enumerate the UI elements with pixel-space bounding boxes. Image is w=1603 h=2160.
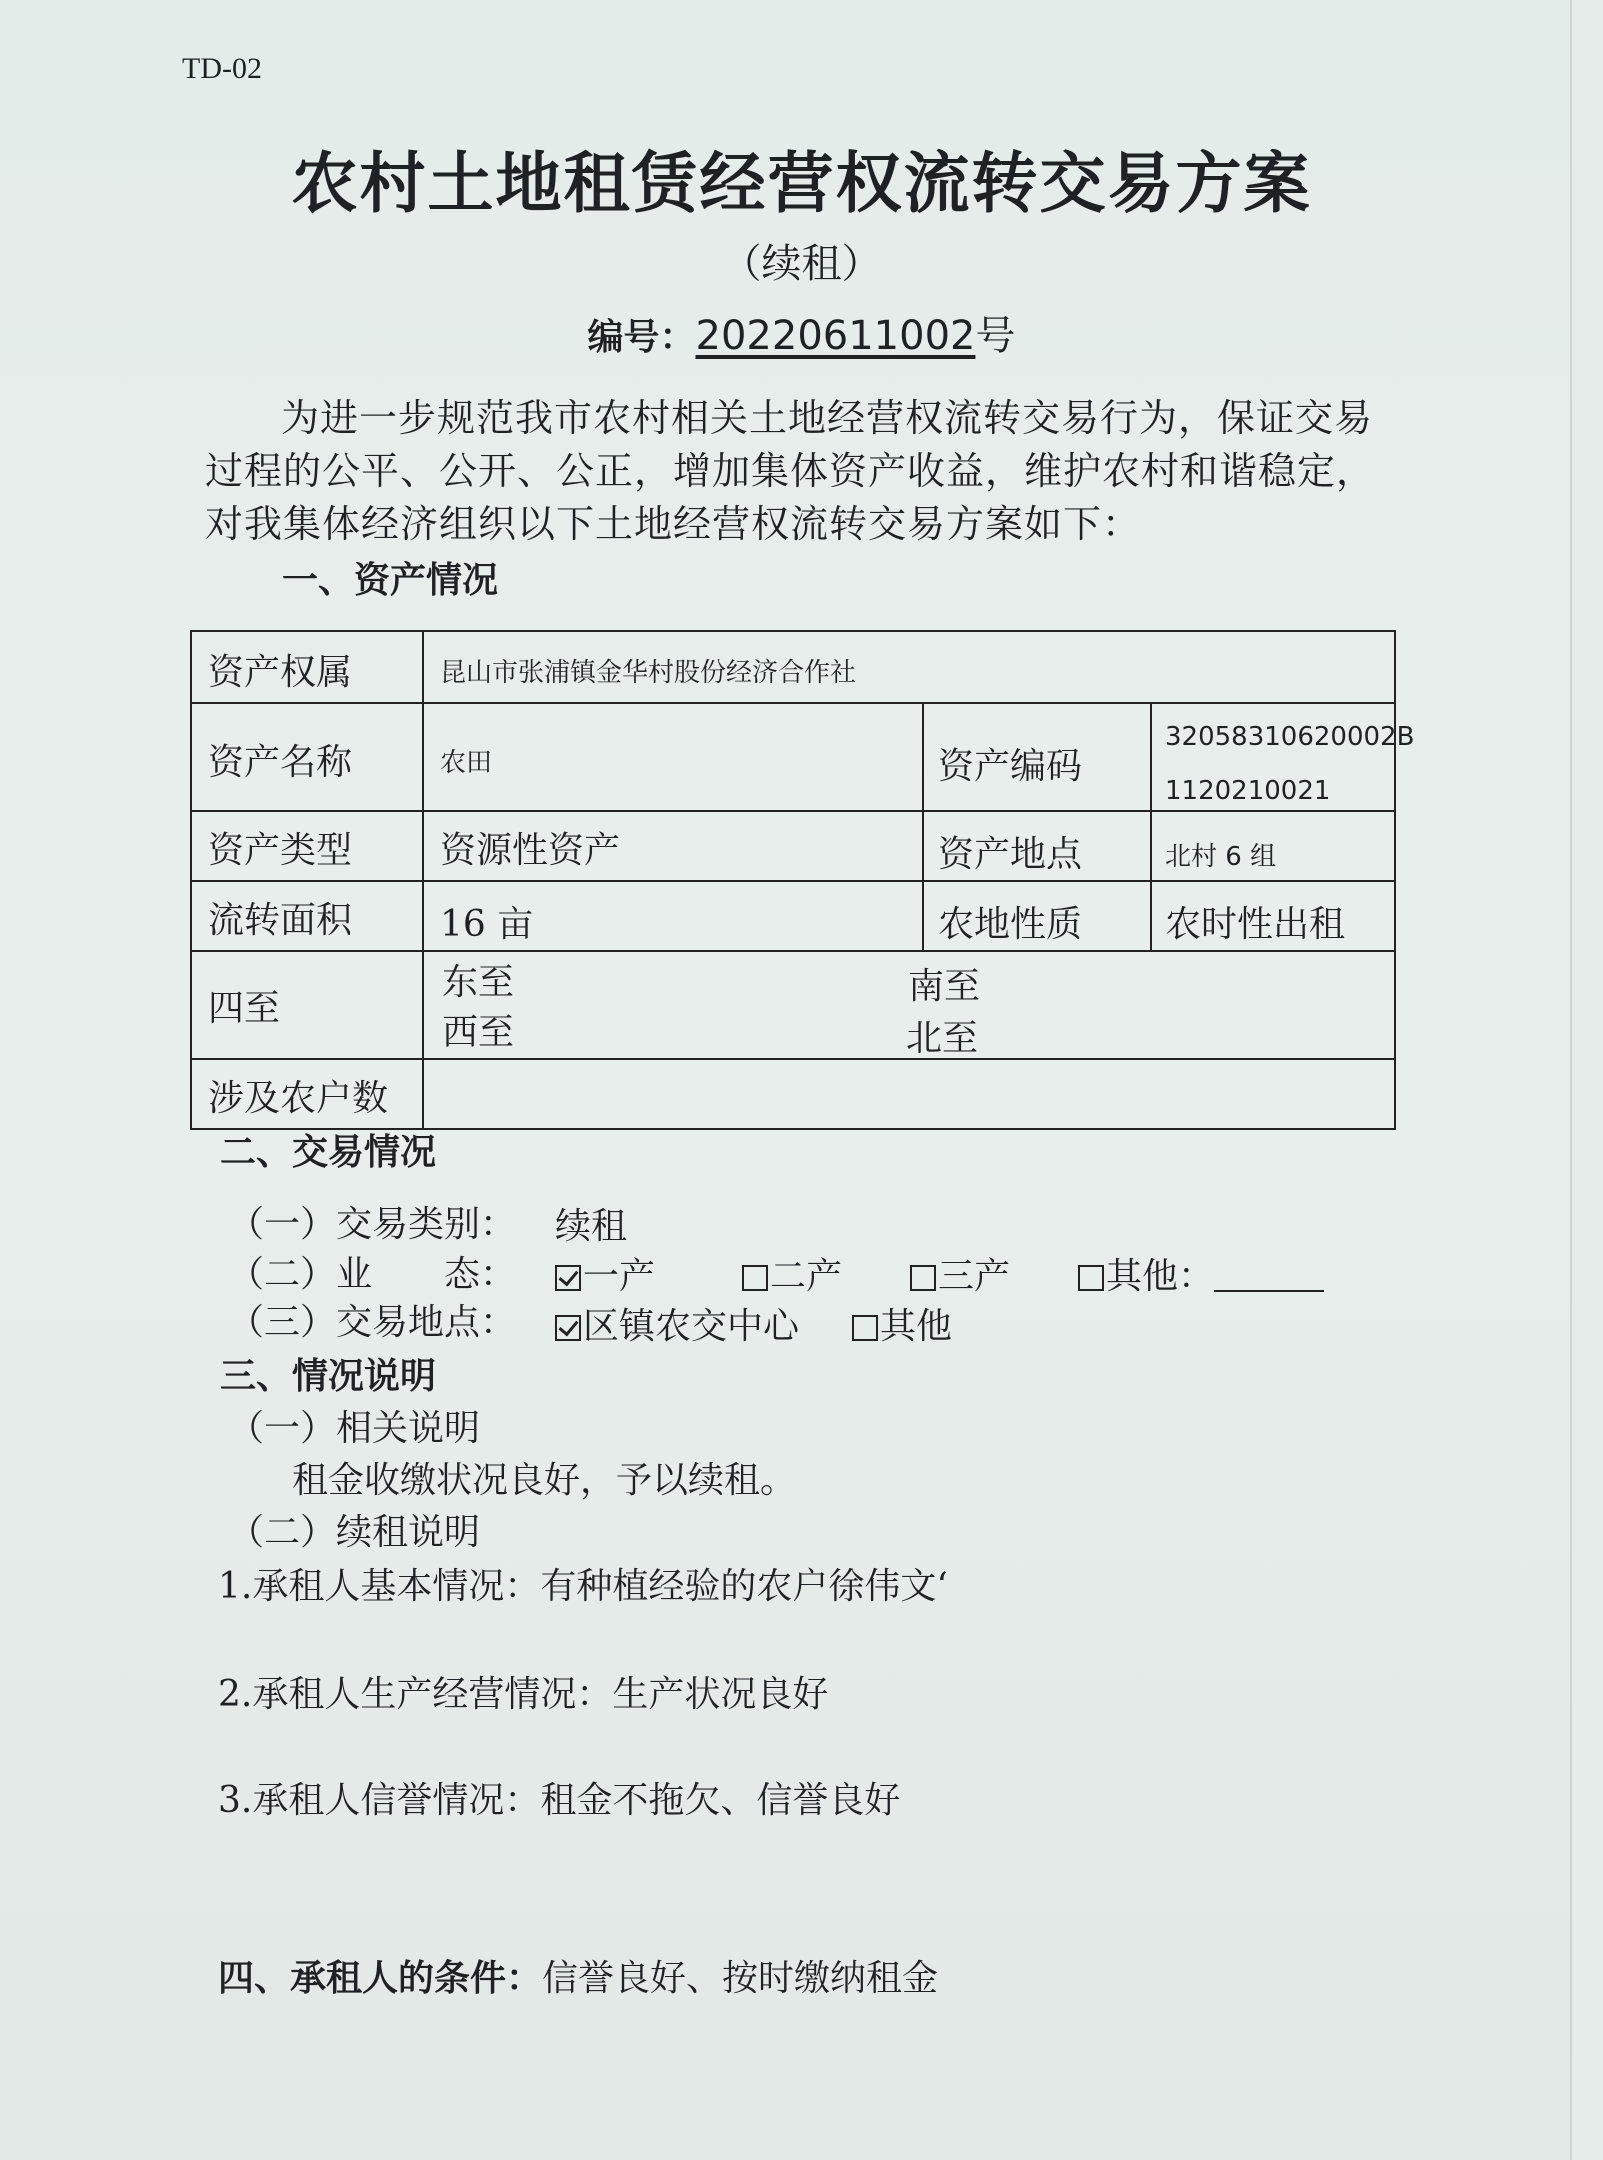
boundaries-label: 四至 (208, 988, 281, 1029)
asset-table (190, 630, 1415, 1130)
intro-paragraph: 为进一步规范我市农村相关土地经营权流转交易行为，保证交易过程的公平、公开、公正，增加集体资产收益，维护农村和谐稳定，对我集体经济组织以下土地经营权流转交易方案如下： (205, 396, 1376, 546)
renter-conditions (218, 1950, 938, 2001)
checkbox-checked-icon (555, 1315, 581, 1341)
asset-location-value: 北村 6 组 (1165, 842, 1277, 872)
asset-name-value: 农田 (440, 748, 493, 778)
other-blank-line (1214, 1260, 1324, 1292)
document-title: 农村土地租赁经营权流转交易方案 (291, 145, 1312, 222)
trade-place-label: （三）交易地点： (228, 1302, 517, 1343)
explanation-sub2: （二）续租说明 (228, 1512, 481, 1553)
document-id: TD-02 (182, 52, 262, 85)
conditions-label: 四、承租人的条件： (218, 1958, 543, 1999)
explanation-sub1-text: 租金收缴状况良好，予以续租。 (292, 1460, 797, 1501)
trade-type-value: 续租 (555, 1206, 628, 1247)
industry-label: （二）业 态： (228, 1254, 517, 1295)
renter-operation-info: 2.承租人生产经营情况：生产状况良好 (218, 1674, 829, 1715)
section-heading-trade: 二、交易情况 (220, 1132, 437, 1173)
checkbox-empty-icon (910, 1265, 936, 1291)
owner-value: 昆山市张浦镇金华村股份经济合作社 (440, 658, 857, 688)
land-nature-value: 农时性出租 (1165, 904, 1346, 945)
checkbox-empty-icon (1078, 1265, 1104, 1291)
south-boundary: 南至 (908, 966, 981, 1007)
document-number (0, 304, 1603, 361)
asset-location-label: 资产地点 (938, 834, 1083, 875)
number-label: 编号： (587, 317, 696, 358)
place-option-center: 区镇农交中心 (555, 1298, 799, 1349)
land-nature-label: 农地性质 (938, 904, 1083, 945)
asset-code-line1: 32058310620002B (1165, 722, 1415, 752)
west-boundary: 西至 (442, 1012, 515, 1053)
asset-type-label: 资产类型 (208, 830, 353, 871)
industry-option-tertiary: 三产 (910, 1248, 1010, 1299)
document-subtitle: （续租） (721, 241, 882, 287)
asset-code-label: 资产编码 (938, 746, 1083, 787)
number-suffix: 号 (975, 313, 1016, 359)
households-label: 涉及农户数 (208, 1078, 389, 1119)
renter-basic-info: 1.承租人基本情况：有种植经验的农户徐伟文‘ (218, 1566, 948, 1607)
checkbox-checked-icon (555, 1265, 581, 1291)
place-option-other: 其他 (852, 1298, 952, 1349)
north-boundary: 北至 (906, 1018, 979, 1059)
number-value: 20220611002 (695, 313, 976, 359)
asset-type-value: 资源性资产 (440, 830, 621, 871)
area-value: 16 亩 (440, 904, 534, 945)
area-label: 流转面积 (208, 900, 353, 941)
conditions-value: 信誉良好、按时缴纳租金 (542, 1958, 939, 1999)
explanation-sub1: （一）相关说明 (228, 1408, 481, 1449)
trade-type-label: （一）交易类别： (228, 1204, 517, 1245)
owner-label: 资产权属 (208, 652, 353, 693)
checkbox-empty-icon (742, 1265, 768, 1291)
checkbox-empty-icon (852, 1315, 878, 1341)
renter-credit-info: 3.承租人信誉情况：租金不拖欠、信誉良好 (218, 1780, 901, 1821)
industry-option-other: 其他： (1078, 1248, 1324, 1299)
asset-code-line2: 1120210021 (1165, 776, 1331, 806)
industry-option-primary: 一产 (555, 1248, 655, 1299)
section-heading-explanation: 三、情况说明 (220, 1356, 437, 1397)
east-boundary: 东至 (442, 962, 515, 1003)
asset-name-label: 资产名称 (208, 742, 353, 783)
section-heading-assets: 一、资产情况 (282, 560, 499, 601)
industry-option-secondary: 二产 (742, 1248, 842, 1299)
